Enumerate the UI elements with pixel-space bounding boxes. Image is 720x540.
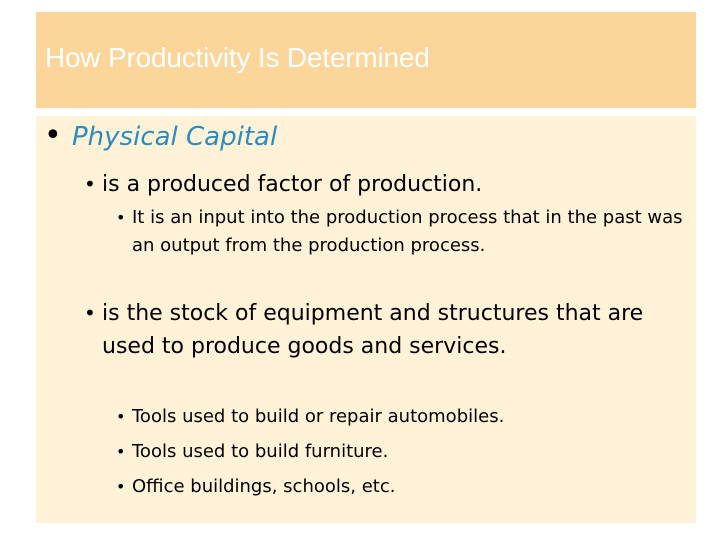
point-2-subpoint-3: Office buildings, schools, etc. [132, 476, 396, 497]
point-1-text: is a produced factor of production. [102, 172, 483, 197]
bullet-icon: • [116, 208, 126, 227]
point-2-subpoint-1: Tools used to build or repair automobiles. [132, 406, 505, 427]
bullet-icon: • [116, 407, 126, 426]
point-1-subpoint-1: It is an input into the production process that in the past was an output from the production process. [132, 207, 683, 256]
content-area [36, 116, 696, 523]
title-bar [36, 12, 696, 108]
point-2-text: is the stock of equipment and structures that are used to produce goods and services. [102, 301, 644, 359]
bullet-icon: • [84, 172, 96, 196]
bullet-icon: • [44, 118, 62, 153]
heading-physical-capital: Physical Capital [72, 122, 278, 152]
bullet-icon: • [116, 477, 126, 496]
point-2-subpoint-2: Tools used to build furniture. [132, 441, 389, 462]
bullet-icon: • [116, 442, 126, 461]
slide-title: How Productivity Is Determined [45, 42, 430, 73]
bullet-icon: • [84, 301, 96, 325]
